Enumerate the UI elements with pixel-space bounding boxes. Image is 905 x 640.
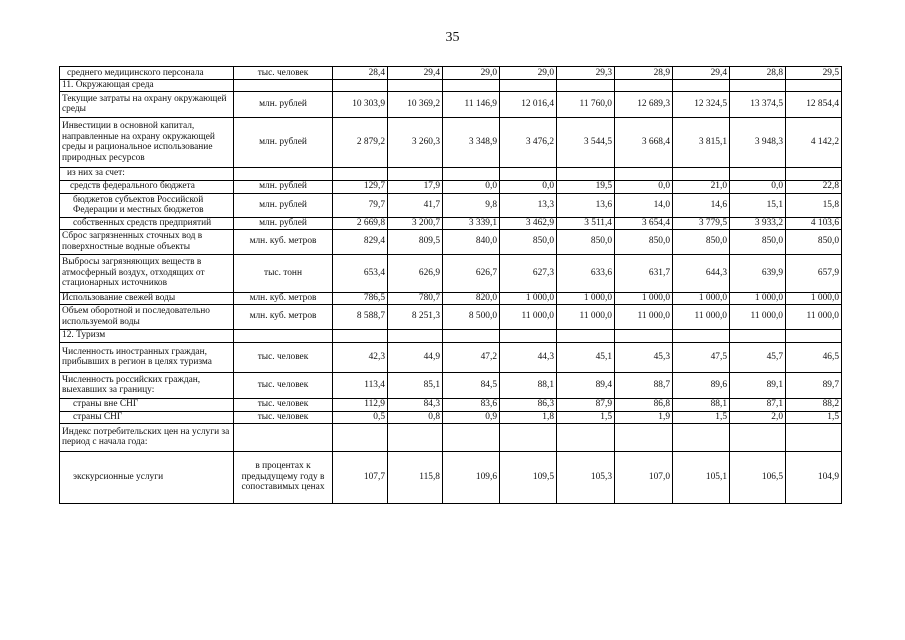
row-label: Численность российских граждан, выехавших за границу:	[60, 372, 234, 398]
value-cell: 11 000,0	[730, 304, 786, 329]
row-unit: в процентах к предыдущему году в сопоставимых ценах	[234, 451, 333, 503]
value-cell: 644,3	[673, 254, 730, 292]
value-cell: 1 000,0	[673, 292, 730, 304]
value-cell: 1 000,0	[786, 292, 842, 304]
value-cell	[615, 423, 673, 451]
row-unit: тыс. тонн	[234, 254, 333, 292]
value-cell	[786, 329, 842, 342]
value-cell: 29,0	[500, 67, 557, 80]
table-row	[60, 117, 842, 167]
value-cell: 850,0	[615, 229, 673, 254]
value-cell: 3 815,1	[673, 117, 730, 167]
table-row	[60, 193, 842, 217]
value-cell	[730, 423, 786, 451]
value-cell: 89,7	[786, 372, 842, 398]
value-cell	[443, 167, 500, 180]
row-label: страны СНГ	[60, 411, 234, 423]
value-cell: 113,4	[333, 372, 388, 398]
value-cell: 12 854,4	[786, 91, 842, 117]
value-cell: 28,4	[333, 67, 388, 80]
value-cell: 8 251,3	[388, 304, 443, 329]
value-cell: 28,8	[730, 67, 786, 80]
section-title: 11. Окружающая среда	[60, 80, 234, 92]
value-cell	[333, 167, 388, 180]
value-cell: 3 654,4	[615, 217, 673, 229]
value-cell	[388, 423, 443, 451]
value-cell: 1 000,0	[500, 292, 557, 304]
row-label: Выбросы загрязняющих веществ в атмосферный воздух, отходящих от стационарных источников	[60, 254, 234, 292]
value-cell: 22,8	[786, 180, 842, 193]
value-cell: 11 000,0	[673, 304, 730, 329]
value-cell: 1,5	[557, 411, 615, 423]
value-cell: 41,7	[388, 193, 443, 217]
value-cell: 14,6	[673, 193, 730, 217]
value-cell: 17,9	[388, 180, 443, 193]
value-cell: 14,0	[615, 193, 673, 217]
row-unit: млн. куб. метров	[234, 304, 333, 329]
value-cell: 4 103,6	[786, 217, 842, 229]
row-unit: тыс. человек	[234, 67, 333, 80]
value-cell	[557, 423, 615, 451]
row-unit	[234, 329, 333, 342]
value-cell	[730, 329, 786, 342]
table-row	[60, 67, 842, 80]
value-cell: 12 016,4	[500, 91, 557, 117]
value-cell: 2 669,8	[333, 217, 388, 229]
table-row	[60, 229, 842, 254]
section-title: 12. Туризм	[60, 329, 234, 342]
value-cell: 44,9	[388, 342, 443, 372]
row-unit: млн. рублей	[234, 180, 333, 193]
value-cell: 107,0	[615, 451, 673, 503]
value-cell: 0,8	[388, 411, 443, 423]
value-cell: 10 369,2	[388, 91, 443, 117]
value-cell: 89,1	[730, 372, 786, 398]
value-cell: 850,0	[557, 229, 615, 254]
value-cell: 29,4	[673, 67, 730, 80]
value-cell	[786, 167, 842, 180]
value-cell: 850,0	[673, 229, 730, 254]
row-unit	[234, 423, 333, 451]
row-label: Объем оборотной и последовательно используемой воды	[60, 304, 234, 329]
value-cell: 88,2	[786, 398, 842, 411]
table-row	[60, 180, 842, 193]
row-label: Сброс загрязненных сточных вод в поверхностные водные объекты	[60, 229, 234, 254]
row-label: Численность иностранных граждан, прибывших в регион в целях туризма	[60, 342, 234, 372]
row-label: экскурсионные услуги	[60, 451, 234, 503]
row-unit: млн. рублей	[234, 117, 333, 167]
value-cell: 28,9	[615, 67, 673, 80]
value-cell	[557, 167, 615, 180]
value-cell: 627,3	[500, 254, 557, 292]
value-cell	[500, 329, 557, 342]
value-cell: 109,6	[443, 451, 500, 503]
row-label: Индекс потребительских цен на услуги за период с начала года:	[60, 423, 234, 451]
value-cell: 104,9	[786, 451, 842, 503]
value-cell: 12 324,5	[673, 91, 730, 117]
table-row	[60, 292, 842, 304]
value-cell: 3 462,9	[500, 217, 557, 229]
value-cell: 631,7	[615, 254, 673, 292]
value-cell	[557, 329, 615, 342]
row-unit: млн. рублей	[234, 91, 333, 117]
table-row	[60, 217, 842, 229]
value-cell	[615, 329, 673, 342]
value-cell	[673, 80, 730, 92]
row-label: средств федерального бюджета	[60, 180, 234, 193]
value-cell: 45,7	[730, 342, 786, 372]
value-cell: 8 588,7	[333, 304, 388, 329]
value-cell: 850,0	[786, 229, 842, 254]
value-cell: 12 689,3	[615, 91, 673, 117]
value-cell: 829,4	[333, 229, 388, 254]
value-cell	[615, 80, 673, 92]
row-label: страны вне СНГ	[60, 398, 234, 411]
value-cell: 129,7	[333, 180, 388, 193]
value-cell: 15,8	[786, 193, 842, 217]
value-cell: 29,3	[557, 67, 615, 80]
value-cell: 1,5	[786, 411, 842, 423]
value-cell	[388, 80, 443, 92]
value-cell: 21,0	[673, 180, 730, 193]
value-cell: 4 142,2	[786, 117, 842, 167]
value-cell	[443, 423, 500, 451]
value-cell: 8 500,0	[443, 304, 500, 329]
value-cell: 1 000,0	[615, 292, 673, 304]
value-cell: 850,0	[500, 229, 557, 254]
row-unit: тыс. человек	[234, 398, 333, 411]
value-cell: 13,6	[557, 193, 615, 217]
value-cell: 3 476,2	[500, 117, 557, 167]
value-cell: 11 000,0	[500, 304, 557, 329]
table-row	[60, 254, 842, 292]
value-cell	[333, 329, 388, 342]
value-cell: 3 544,5	[557, 117, 615, 167]
value-cell	[388, 329, 443, 342]
value-cell: 3 948,3	[730, 117, 786, 167]
value-cell	[443, 80, 500, 92]
value-cell: 1 000,0	[730, 292, 786, 304]
value-cell: 11 000,0	[615, 304, 673, 329]
row-unit: млн. куб. метров	[234, 292, 333, 304]
value-cell: 1,9	[615, 411, 673, 423]
value-cell: 3 668,4	[615, 117, 673, 167]
value-cell	[557, 80, 615, 92]
value-cell: 11 000,0	[557, 304, 615, 329]
value-cell: 85,1	[388, 372, 443, 398]
value-cell: 626,9	[388, 254, 443, 292]
value-cell: 107,7	[333, 451, 388, 503]
value-cell: 106,5	[730, 451, 786, 503]
value-cell: 112,9	[333, 398, 388, 411]
value-cell: 86,8	[615, 398, 673, 411]
row-unit: тыс. человек	[234, 342, 333, 372]
value-cell	[500, 423, 557, 451]
value-cell: 786,5	[333, 292, 388, 304]
value-cell: 88,1	[500, 372, 557, 398]
value-cell: 3 511,4	[557, 217, 615, 229]
statistics-table	[59, 66, 842, 504]
value-cell: 0,0	[730, 180, 786, 193]
value-cell: 42,3	[333, 342, 388, 372]
value-cell	[500, 167, 557, 180]
row-label: Инвестиции в основной капитал, направленные на охрану окружающей среды и рациональное использование природных ресурсов	[60, 117, 234, 167]
page-number: 35	[445, 30, 460, 45]
value-cell: 809,5	[388, 229, 443, 254]
row-label: среднего медицинского персонала	[60, 67, 234, 80]
value-cell: 840,0	[443, 229, 500, 254]
row-label: Текущие затраты на охрану окружающей среды	[60, 91, 234, 117]
value-cell: 3 339,1	[443, 217, 500, 229]
value-cell	[786, 80, 842, 92]
row-label: собственных средств предприятий	[60, 217, 234, 229]
table-row	[60, 167, 842, 180]
row-unit	[234, 167, 333, 180]
value-cell	[730, 167, 786, 180]
value-cell: 850,0	[730, 229, 786, 254]
value-cell: 3 348,9	[443, 117, 500, 167]
value-cell	[786, 423, 842, 451]
value-cell: 1 000,0	[557, 292, 615, 304]
row-unit	[234, 80, 333, 92]
table-row	[60, 342, 842, 372]
value-cell: 3 260,3	[388, 117, 443, 167]
value-cell: 89,6	[673, 372, 730, 398]
value-cell	[673, 329, 730, 342]
row-label: Использование свежей воды	[60, 292, 234, 304]
value-cell: 45,1	[557, 342, 615, 372]
value-cell: 46,5	[786, 342, 842, 372]
value-cell: 109,5	[500, 451, 557, 503]
value-cell: 115,8	[388, 451, 443, 503]
value-cell: 15,1	[730, 193, 786, 217]
row-label: бюджетов субъектов Российской Федерации и местных бюджетов	[60, 193, 234, 217]
value-cell: 11 760,0	[557, 91, 615, 117]
value-cell	[673, 423, 730, 451]
value-cell: 780,7	[388, 292, 443, 304]
value-cell: 0,0	[443, 180, 500, 193]
value-cell: 47,2	[443, 342, 500, 372]
row-unit: млн. куб. метров	[234, 229, 333, 254]
section-row	[60, 80, 842, 92]
value-cell	[615, 167, 673, 180]
value-cell: 3 200,7	[388, 217, 443, 229]
section-row	[60, 329, 842, 342]
value-cell: 84,5	[443, 372, 500, 398]
row-unit: млн. рублей	[234, 217, 333, 229]
value-cell: 820,0	[443, 292, 500, 304]
value-cell: 0,0	[615, 180, 673, 193]
value-cell: 2 879,2	[333, 117, 388, 167]
value-cell: 83,6	[443, 398, 500, 411]
table-row	[60, 372, 842, 398]
table-row	[60, 91, 842, 117]
value-cell: 88,1	[673, 398, 730, 411]
row-unit: тыс. человек	[234, 372, 333, 398]
value-cell: 44,3	[500, 342, 557, 372]
value-cell	[730, 80, 786, 92]
value-cell: 1,8	[500, 411, 557, 423]
value-cell: 29,4	[388, 67, 443, 80]
value-cell: 13 374,5	[730, 91, 786, 117]
value-cell: 13,3	[500, 193, 557, 217]
value-cell: 1,5	[673, 411, 730, 423]
value-cell: 11 000,0	[786, 304, 842, 329]
value-cell: 657,9	[786, 254, 842, 292]
value-cell: 29,0	[443, 67, 500, 80]
table-body	[60, 67, 842, 504]
value-cell: 3 779,5	[673, 217, 730, 229]
table-row	[60, 304, 842, 329]
row-unit: тыс. человек	[234, 411, 333, 423]
value-cell: 10 303,9	[333, 91, 388, 117]
value-cell: 653,4	[333, 254, 388, 292]
value-cell: 105,3	[557, 451, 615, 503]
value-cell: 45,3	[615, 342, 673, 372]
value-cell: 79,7	[333, 193, 388, 217]
value-cell: 89,4	[557, 372, 615, 398]
value-cell	[388, 167, 443, 180]
table-row	[60, 423, 842, 451]
value-cell	[333, 80, 388, 92]
value-cell: 633,6	[557, 254, 615, 292]
value-cell: 639,9	[730, 254, 786, 292]
table-row	[60, 398, 842, 411]
value-cell: 626,7	[443, 254, 500, 292]
value-cell	[333, 423, 388, 451]
value-cell: 9,8	[443, 193, 500, 217]
row-label: из них за счет:	[60, 167, 234, 180]
value-cell: 86,3	[500, 398, 557, 411]
value-cell	[673, 167, 730, 180]
value-cell: 87,1	[730, 398, 786, 411]
value-cell: 0,9	[443, 411, 500, 423]
value-cell: 0,0	[500, 180, 557, 193]
value-cell: 87,9	[557, 398, 615, 411]
value-cell: 3 933,2	[730, 217, 786, 229]
value-cell	[500, 80, 557, 92]
value-cell: 88,7	[615, 372, 673, 398]
value-cell: 105,1	[673, 451, 730, 503]
value-cell: 11 146,9	[443, 91, 500, 117]
value-cell: 2,0	[730, 411, 786, 423]
table-row	[60, 451, 842, 503]
value-cell: 0,5	[333, 411, 388, 423]
value-cell: 84,3	[388, 398, 443, 411]
value-cell: 19,5	[557, 180, 615, 193]
value-cell: 47,5	[673, 342, 730, 372]
row-unit: млн. рублей	[234, 193, 333, 217]
value-cell	[443, 329, 500, 342]
table-row	[60, 411, 842, 423]
value-cell: 29,5	[786, 67, 842, 80]
